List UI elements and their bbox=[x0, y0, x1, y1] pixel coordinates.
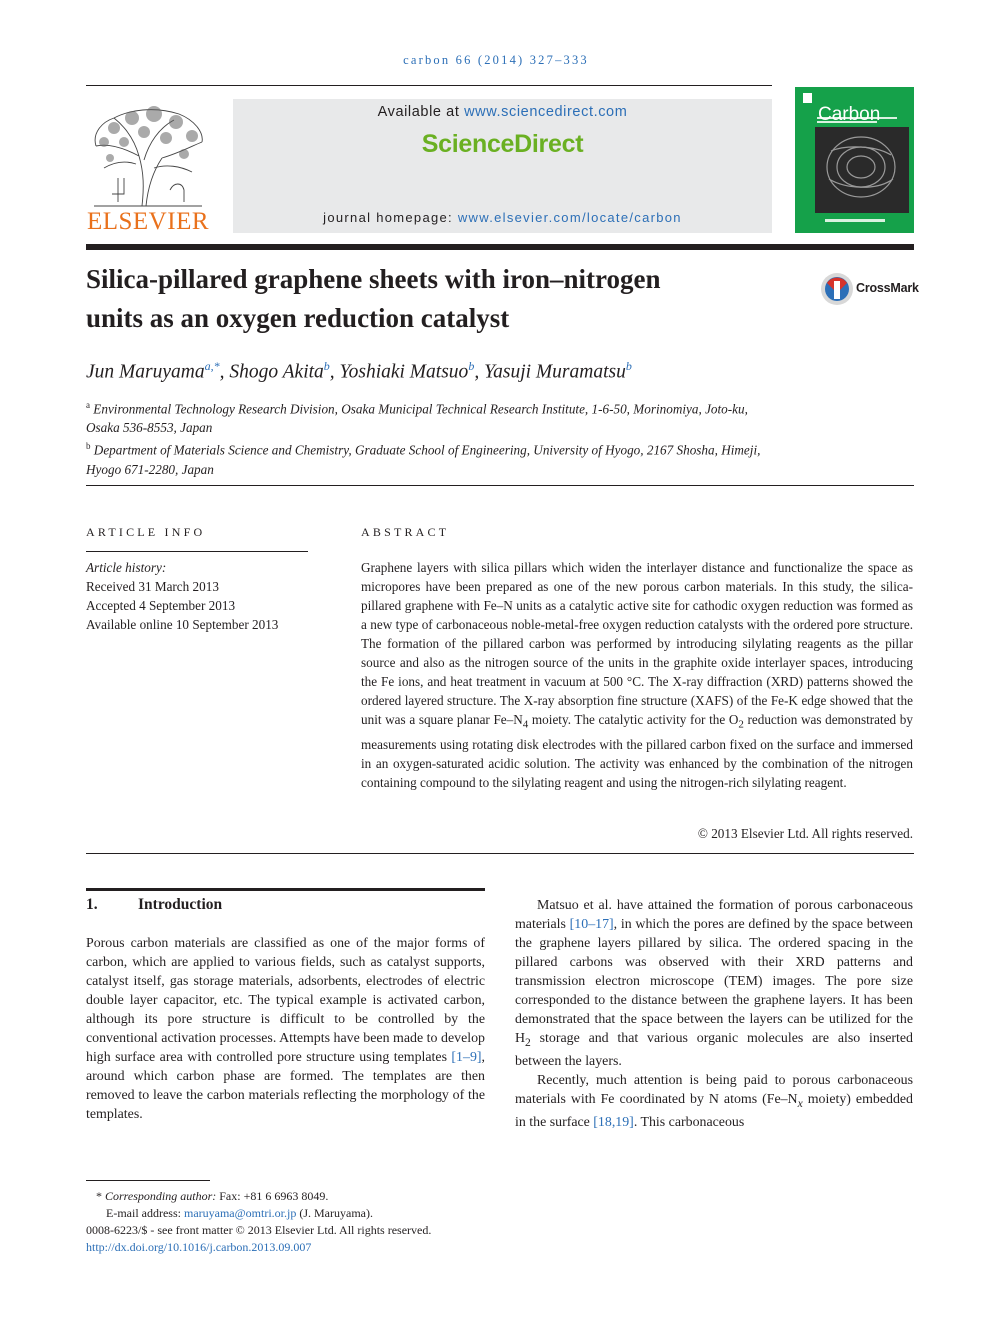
author-affiliation-marker[interactable]: b bbox=[625, 359, 632, 373]
received-date: Received 31 March 2013 bbox=[86, 579, 219, 594]
cover-journal-title: Carbon bbox=[818, 104, 881, 125]
history-label: Article history: bbox=[86, 560, 167, 575]
issn-line: 0008-6223/$ - see front matter © 2013 Elsevier Ltd. All rights reserved. bbox=[86, 1223, 432, 1237]
sciencedirect-link[interactable]: www.sciencedirect.com bbox=[464, 104, 628, 120]
top-rule bbox=[86, 85, 772, 86]
email-link[interactable]: maruyama@omtri.or.jp bbox=[183, 1206, 297, 1220]
affiliation-b bbox=[86, 437, 886, 478]
body-column-left bbox=[86, 934, 485, 1124]
affiliation-text: Osaka 536-8553, Japan bbox=[86, 420, 213, 436]
abstract-subscript: 2 bbox=[738, 718, 744, 731]
section-rule bbox=[86, 888, 485, 891]
journal-homepage-line bbox=[233, 210, 772, 225]
footnote-rule bbox=[86, 1180, 210, 1181]
author-affiliation-marker[interactable]: b bbox=[323, 359, 330, 373]
paragraph-text: . This carbonaceous bbox=[633, 1114, 745, 1130]
reference-link[interactable]: [1–9] bbox=[451, 1050, 482, 1065]
title-line-2: units as an oxygen reduction catalyst bbox=[86, 303, 510, 333]
article-info-rule bbox=[86, 551, 308, 552]
abstract-part: Graphene layers with silica pillars which widen the interlayer distance and functionalize the space as micropores have been prepared as one of the new porous carbon materials. In this study, the silica-pillared graphene with Fe–N units as a catalytic active site for cathodic oxygen reduction was formed as a new type of carbonaceous noble-metal-free oxygen reduction catalysts with the ordered pore structure. The formation of the pillared carbon was performed by introducing silylating reagents as the pillar source and also as the nitrogen source of the units in the graphite oxide interlayer spaces, introducing the Fe ions, and heat treatment in vacuum at 500 °C. The X-ray diffraction (XRD) patterns showed the ordered layered structure. The X-ray absorption fine structure (XAFS) of the Fe-K edge showed that the unit was a square planar Fe–N bbox=[361, 560, 913, 727]
article-history bbox=[86, 558, 278, 634]
title-line-1: Silica-pillared graphene sheets with iron–nitrogen bbox=[86, 264, 661, 294]
abstract-subscript: 4 bbox=[522, 718, 529, 731]
corresponding-author-note bbox=[86, 1188, 786, 1205]
paragraph-text: , around which carbon phase are formed. The templates are then removed to leave the carbon materials reflecting the morphology of the templates. bbox=[86, 1050, 485, 1122]
abstract-copyright: © 2013 Elsevier Ltd. All rights reserved. bbox=[697, 826, 913, 841]
sciencedirect-logo: ScienceDirect bbox=[421, 130, 584, 158]
accepted-date: Accepted 4 September 2013 bbox=[86, 598, 236, 613]
available-at-label: Available at bbox=[377, 104, 465, 120]
reference-link[interactable]: [18,19] bbox=[593, 1114, 634, 1130]
affiliations bbox=[86, 396, 886, 479]
paragraph-text: , in which the pores are defined by the space between the graphene layers pillared by silica. The ordered spacing in the pillared carbons was observed with their XRD patterns and transmission electron microscope (TEM) images. The pore size corresponded to the distance between the graphene layers. It has been demonstrated that the space between the layers can be utilized for the H bbox=[515, 917, 913, 1046]
author-list: Jun Maruyama$^{a,*}$, Shogo Akita$^b$, Yoshiaki Matsuo$^b$, Yasuji Muramatsu$^b$ bbox=[86, 359, 632, 383]
journal-homepage-link[interactable]: www.elsevier.com/locate/carbon bbox=[457, 210, 682, 225]
doi-link[interactable]: http://dx.doi.org/10.1016/j.carbon.2013.09.007 bbox=[86, 1240, 312, 1254]
affiliation-text: Department of Materials Science and Chemistry, Graduate School of Engineering, University of Hyogo, 2167 Shosha, Himeji, bbox=[93, 442, 761, 458]
section-title: Introduction bbox=[138, 896, 223, 913]
paragraph bbox=[515, 896, 913, 1071]
masthead-rule bbox=[86, 244, 914, 250]
homepage-label: journal homepage: bbox=[323, 210, 458, 225]
footnotes bbox=[86, 1188, 786, 1256]
footnote-marker: * bbox=[96, 1189, 102, 1203]
abstract-rule bbox=[86, 853, 914, 854]
paragraph-text: storage and that various organic molecules are also inserted between the layers. bbox=[515, 1031, 913, 1069]
author-name: Jun Maruyama bbox=[86, 361, 205, 383]
subscript: 2 bbox=[525, 1035, 531, 1049]
abstract-part: reduction was demonstrated by measurements using rotating disk electrodes with the pillared carbon fixed on the surface and immersed in an oxygen-saturated acidic solution. The activity was enhanced by the combination of the nitrogen containing compound to the silylating reagent and using the nitrogen-rich silylating reagent. bbox=[361, 712, 913, 790]
article-info-heading: ARTICLE INFO bbox=[86, 525, 206, 539]
available-at-line bbox=[233, 104, 772, 120]
email-label: E-mail address: bbox=[106, 1206, 184, 1220]
online-date: Available online 10 September 2013 bbox=[86, 617, 279, 632]
email-owner: (J. Maruyama). bbox=[296, 1206, 373, 1220]
paragraph bbox=[86, 934, 485, 1124]
running-head: carbon 66 (2014) 327–333 bbox=[403, 53, 589, 67]
abstract-part: moiety. The catalytic activity for the O bbox=[528, 712, 739, 727]
email-note bbox=[86, 1205, 786, 1222]
affiliation-rule bbox=[86, 485, 914, 486]
affiliation-label: a bbox=[86, 400, 90, 410]
elsevier-wordmark: ELSEVIER bbox=[86, 208, 210, 235]
abstract-text bbox=[361, 558, 913, 792]
affiliation-a bbox=[86, 396, 886, 437]
author-name: Yoshiaki Matsuo bbox=[339, 361, 469, 383]
reference-link[interactable]: [10–17] bbox=[569, 917, 614, 932]
article-title bbox=[86, 260, 786, 338]
crossmark-label[interactable]: CrossMark bbox=[856, 281, 919, 295]
paragraph-text: Matsuo et al. have attained the formation of porous carbonaceous materials bbox=[515, 898, 913, 932]
affiliation-text: Environmental Technology Research Division, Osaka Municipal Technical Research Institute, 1-6-50, Morinomiya, Joto-ku, bbox=[93, 401, 748, 417]
affiliation-label: b bbox=[86, 441, 91, 452]
author-name: Yasuji Muramatsu bbox=[484, 361, 626, 383]
body-column-right bbox=[515, 896, 913, 1132]
section-number: 1. bbox=[86, 896, 98, 913]
author-name: Shogo Akita bbox=[229, 361, 324, 383]
corresponding-label: Corresponding author: bbox=[105, 1189, 217, 1203]
paragraph-text: Recently, much attention is being paid to porous carbonaceous materials with Fe coordinated by N atoms (Fe–N bbox=[515, 1072, 913, 1107]
author-affiliation-marker[interactable]: a,* bbox=[204, 359, 220, 373]
author-affiliation-marker[interactable]: b bbox=[468, 359, 475, 373]
corresponding-text: Fax: +81 6 6963 8049. bbox=[216, 1189, 329, 1203]
affiliation-text: Hyogo 671-2280, Japan bbox=[86, 461, 214, 477]
abstract-heading: ABSTRACT bbox=[361, 525, 450, 539]
paragraph-text: moiety) embedded in the surface bbox=[515, 1091, 914, 1130]
subscript: x bbox=[797, 1096, 803, 1110]
paragraph bbox=[515, 1071, 913, 1132]
paragraph-text: Porous carbon materials are classified as one of the major forms of carbon, which are applied to various fields, such as catalyst supports, catalyst itself, gas storage materials, adsorbents, electrodes of electric double layer capacitor, etc. The typical example is activated carbon, although its pore structure is difficult to be controlled by the conventional activation processes. Attempts have been made to develop high surface area with controlled pore structure using templates bbox=[86, 936, 485, 1065]
